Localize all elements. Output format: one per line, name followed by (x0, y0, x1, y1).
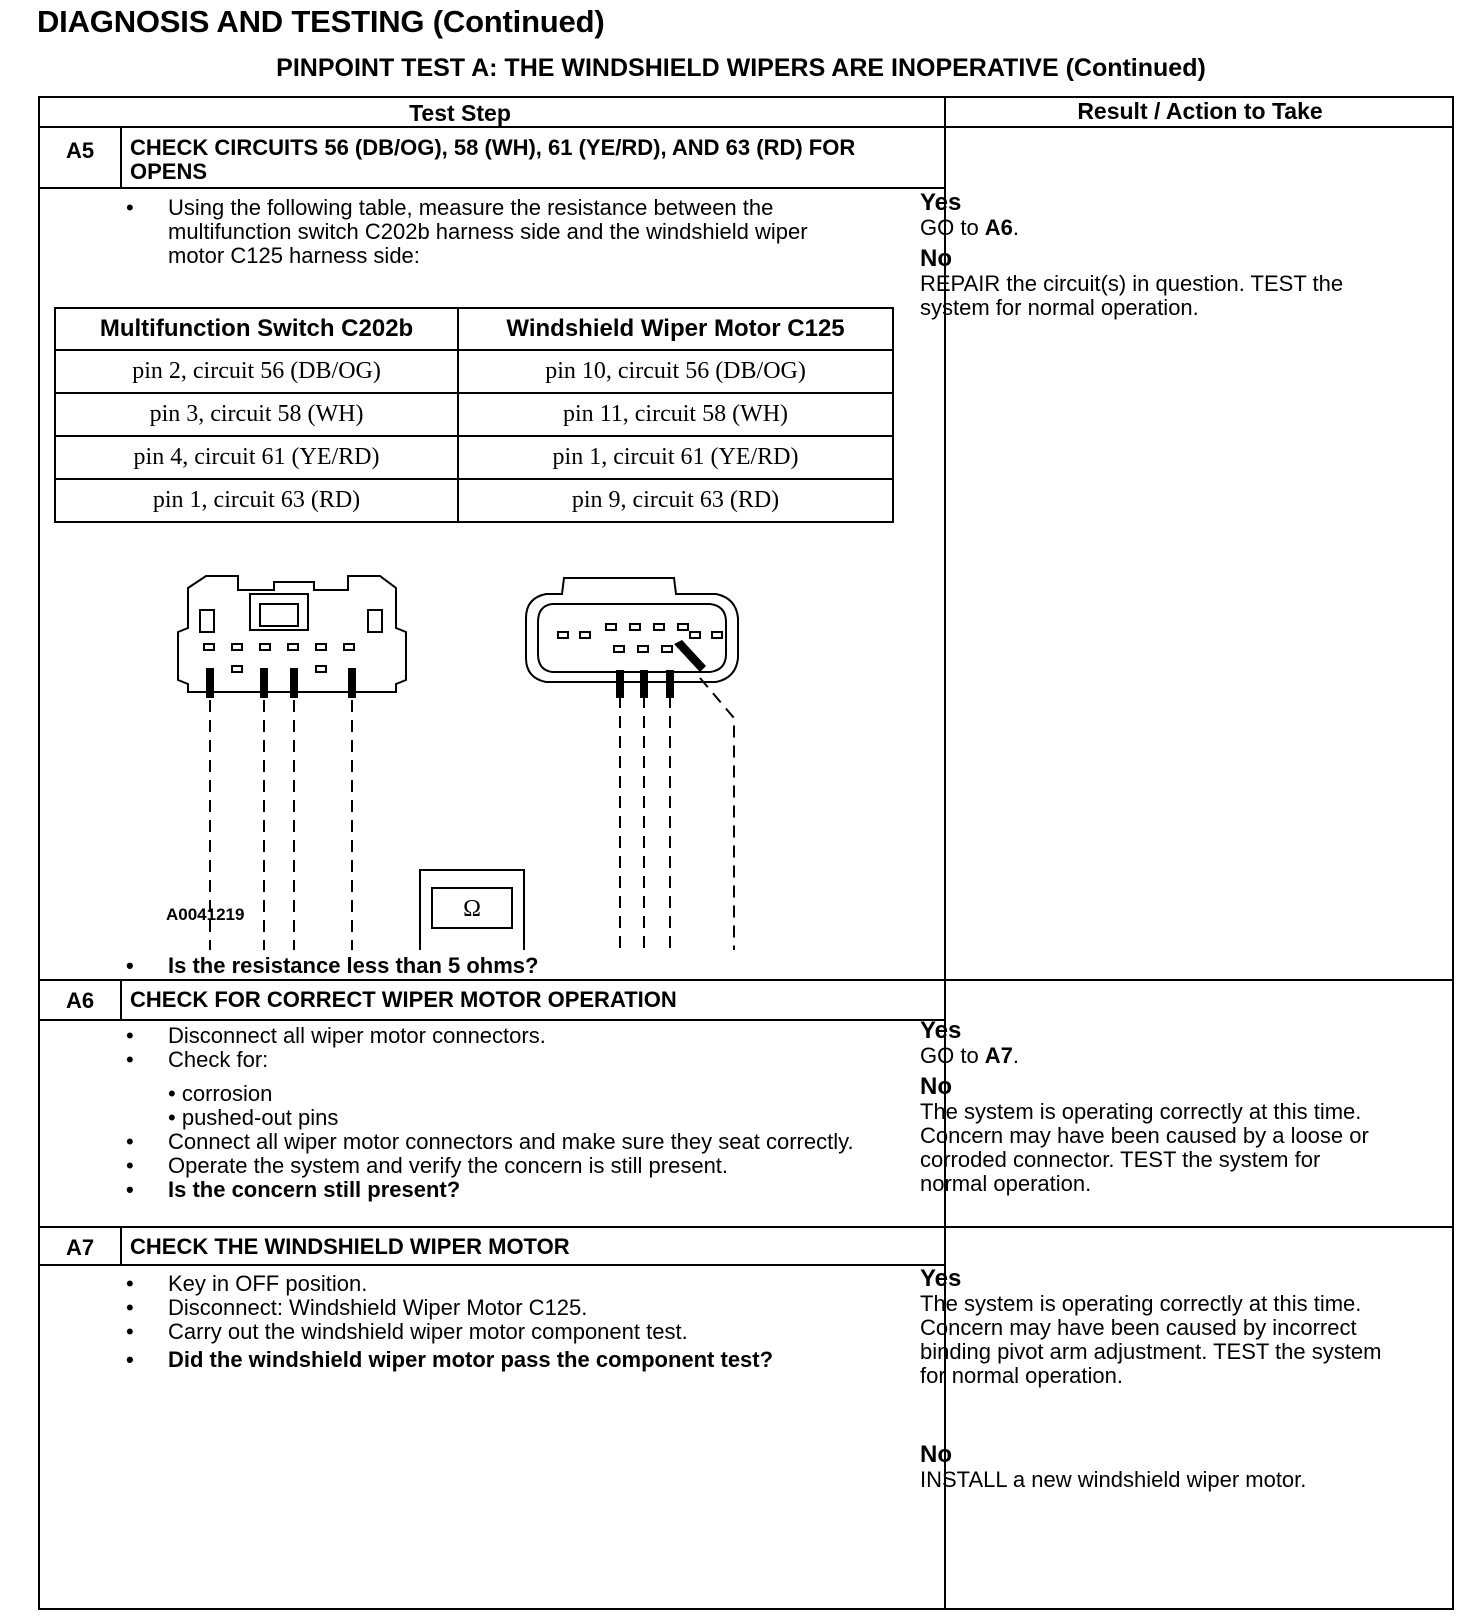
sub-item-text: • corrosion (168, 1081, 272, 1106)
step-a7-question: • Did the windshield wiper motor pass the component test? (126, 1348, 926, 1372)
step-a6-instructions (126, 1024, 926, 1202)
pin-table-cell: pin 1, circuit 61 (YE/RD) (458, 436, 893, 479)
pin-table-cell: pin 4, circuit 61 (YE/RD) (55, 436, 458, 479)
yes-label: Yes (920, 1265, 962, 1292)
yes-action (920, 1044, 1390, 1068)
yes-action-end: . (1012, 215, 1020, 240)
yes-action-end: . (1012, 1043, 1020, 1068)
no-action: REPAIR the circuit(s) in question. TEST the system for normal operation. (920, 271, 1344, 320)
pin-table-cell: pin 2, circuit 56 (DB/OG) (55, 350, 458, 393)
yes-action-target: A6 (984, 215, 1013, 240)
column-header-result: Result / Action to Take (1077, 98, 1323, 124)
yes-action-text: GO to (920, 215, 985, 240)
bullet-item: • Key in OFF position. (126, 1272, 926, 1296)
page-title: DIAGNOSIS AND TESTING (Continued) (37, 4, 605, 39)
bullet-item: • Disconnect all wiper motor connectors. (126, 1024, 926, 1048)
yes-action-target: A7 (984, 1043, 1013, 1068)
pin-table-header: Windshield Wiper Motor C125 (458, 308, 893, 350)
result-a6 (920, 1018, 1390, 1196)
pin-table-row (55, 436, 893, 479)
step-a5-instruction: • Using the following table, measure the resistance between the multifunction switch C202b harness side and the windshield wiper motor C125 harness side: (126, 196, 866, 268)
step-title-a5: CHECK CIRCUITS 56 (DB/OG), 58 (WH), 61 (YE/RD), AND 63 (RD) FOR OPENS (130, 135, 856, 184)
pin-test-table (54, 307, 894, 523)
step-id-a5: A5 (65, 138, 95, 163)
no-label: No (920, 1441, 952, 1468)
step-a5-question: • Is the resistance less than 5 ohms? (126, 954, 926, 978)
step-a6-question: • Is the concern still present? (126, 1178, 926, 1202)
no-label: No (920, 1073, 952, 1100)
yes-label: Yes (920, 1017, 962, 1044)
ohm-symbol: Ω (463, 896, 481, 922)
bullet-item: • Operate the system and verify the concern is still present. (126, 1154, 926, 1178)
sub-item (126, 1106, 926, 1130)
no-label: No (920, 245, 952, 272)
step-id-a6: A6 (65, 988, 95, 1013)
step-a7-instructions (126, 1272, 926, 1372)
pinpoint-test-title (0, 54, 1472, 83)
yes-action: The system is operating correctly at this time. Concern may have been caused by incorrect binding pivot arm adjustment. TEST the system for normal operation. (920, 1291, 1382, 1388)
figure-id: A0041219 (166, 905, 245, 924)
header-divider (40, 126, 1452, 128)
bullet-item: • Carry out the windshield wiper motor component test. (126, 1320, 926, 1344)
pin-table-cell: pin 10, circuit 56 (DB/OG) (458, 350, 893, 393)
step-title-divider (40, 187, 944, 189)
pinpoint-test-table (38, 96, 1454, 1610)
step-a5-instructions (126, 196, 866, 268)
step-divider (40, 979, 1452, 981)
no-action: INSTALL a new windshield wiper motor. (920, 1467, 1307, 1492)
pinpoint-test-title-text: PINPOINT TEST A: THE WINDSHIELD WIPERS ARE INOPERATIVE (Continued) (276, 54, 1206, 82)
step-id-separator (120, 128, 122, 188)
step-title-a6: CHECK FOR CORRECT WIPER MOTOR OPERATION (130, 987, 677, 1012)
pin-table-header: Multifunction Switch C202b (55, 308, 458, 350)
probe-tips (206, 640, 706, 698)
yes-label: Yes (920, 189, 962, 216)
motor-test-leads (620, 678, 734, 950)
result-a7 (920, 1266, 1390, 1492)
step-id-separator (120, 1228, 122, 1264)
pin-table-row (55, 393, 893, 436)
step-title-a7: CHECK THE WINDSHIELD WIPER MOTOR (130, 1234, 570, 1259)
sub-item-text: • pushed-out pins (168, 1105, 338, 1130)
step-title-divider (40, 1264, 944, 1266)
step-a5-question-list (126, 954, 926, 978)
step-id-separator (120, 981, 122, 1019)
step-title-divider (40, 1019, 944, 1021)
pin-table-row (55, 479, 893, 522)
no-action: The system is operating correctly at this time. Concern may have been caused by a loose or corroded connector. TEST the system for normal operation. (920, 1099, 1369, 1196)
pin-table-cell: pin 11, circuit 58 (WH) (458, 393, 893, 436)
bullet-item: • Connect all wiper motor connectors and make sure they seat correctly. (126, 1130, 926, 1154)
bullet-item: • Disconnect: Windshield Wiper Motor C125. (126, 1296, 926, 1320)
pin-table-row (55, 350, 893, 393)
yes-action-text: GO to (920, 1043, 985, 1068)
pin-table-cell: pin 9, circuit 63 (RD) (458, 479, 893, 522)
pin-table-cell: pin 3, circuit 58 (WH) (55, 393, 458, 436)
bullet-item: • Check for: (126, 1048, 926, 1072)
pin-table-cell: pin 1, circuit 63 (RD) (55, 479, 458, 522)
result-a5 (920, 190, 1390, 320)
step-id-a7: A7 (65, 1235, 95, 1260)
column-header-test-step: Test Step (409, 100, 511, 126)
step-divider (40, 1226, 1452, 1228)
sub-item (126, 1082, 926, 1106)
yes-action (920, 216, 1390, 240)
ohmmeter-connection-diagram (154, 570, 814, 950)
wiper-motor-connector (526, 578, 738, 682)
